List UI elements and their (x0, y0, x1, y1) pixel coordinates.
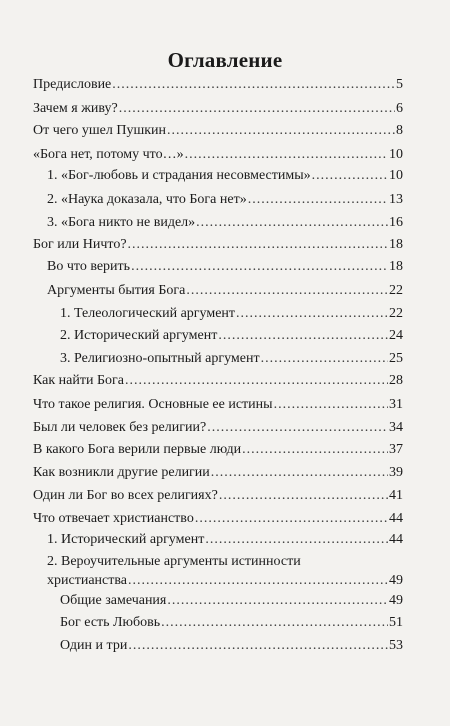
toc-entry-label: Что отвечает христианство (33, 511, 194, 526)
toc-entry (33, 511, 403, 527)
toc-dot-leader (274, 397, 388, 413)
toc-entry (47, 532, 403, 548)
toc-entry-label: 3. «Бога никто не видел» (47, 215, 196, 230)
toc-entry-page: 44 (389, 532, 403, 547)
toc-dot-leader (207, 420, 388, 436)
toc-dot-leader (236, 306, 388, 322)
toc-entry-page: 24 (389, 328, 403, 343)
toc-entry-page: 28 (389, 373, 403, 388)
toc-entry-page: 22 (389, 283, 403, 298)
toc-entry (33, 465, 403, 481)
toc-entry-page: 18 (389, 259, 403, 274)
toc-entry (47, 259, 403, 275)
toc-entry-page: 49 (389, 573, 403, 588)
toc-dot-leader (196, 215, 388, 231)
toc-entry-label: Общие замечания (60, 593, 167, 608)
toc-entry (60, 306, 403, 322)
toc-entry (60, 638, 403, 654)
toc-entry (60, 328, 403, 344)
toc-dot-leader (167, 123, 395, 139)
toc-entry (47, 168, 403, 184)
toc-entry-label: 3. Религиозно-опытный аргумент (60, 351, 260, 366)
toc-entry (33, 237, 403, 253)
toc-entry-label: Аргументы бытия Бога (47, 283, 186, 298)
toc-entry-label: От чего ушел Пушкин (33, 123, 167, 138)
toc-entry (33, 77, 403, 93)
toc-dot-leader (128, 573, 388, 589)
toc-entry-page: 16 (389, 215, 403, 230)
toc-dot-leader (186, 283, 388, 299)
toc-dot-leader (219, 488, 388, 504)
toc-entry (60, 615, 403, 631)
toc-entry-page: 41 (389, 488, 403, 503)
toc-entry (33, 420, 403, 436)
toc-entry (60, 351, 403, 367)
toc-dot-leader (112, 77, 395, 93)
toc-entry-page: 10 (389, 168, 403, 183)
toc-dot-leader (128, 638, 388, 654)
toc-dot-leader (161, 615, 388, 631)
toc-entry-label: Предисловие (33, 77, 112, 92)
toc-entry-page: 39 (389, 465, 403, 480)
toc-entry (60, 593, 403, 609)
toc-entry (47, 215, 403, 231)
toc-entry-page: 51 (389, 615, 403, 630)
toc-entry-label: 2. «Наука доказала, что Бога нет» (47, 192, 247, 207)
toc-entry-page: 6 (396, 101, 403, 116)
toc-entry-page: 22 (389, 306, 403, 321)
toc-entry-page: 44 (389, 511, 403, 526)
toc-dot-leader (195, 511, 388, 527)
toc-dot-leader (211, 465, 388, 481)
toc-entry-label: Зачем я живу? (33, 101, 118, 116)
toc-title: Оглавление (167, 48, 283, 72)
toc-entry-page: 34 (389, 420, 403, 435)
toc-entry (47, 573, 403, 589)
toc-entry-label: Один и три (60, 638, 128, 653)
toc-dot-leader (128, 237, 388, 253)
toc-entry (33, 442, 403, 458)
toc-entry (33, 373, 403, 389)
toc-entry-multiline (47, 554, 403, 589)
toc-dot-leader (205, 532, 388, 548)
toc-entry-label: Бог или Ничто? (33, 237, 127, 252)
toc-entry-page: 49 (389, 593, 403, 608)
toc-entry (33, 488, 403, 504)
toc-entry-page: 5 (396, 77, 403, 92)
toc-entry (33, 147, 403, 163)
toc-entry-page: 53 (389, 638, 403, 653)
toc-dot-leader (167, 593, 388, 609)
toc-entry (47, 283, 403, 299)
toc-dot-leader (248, 192, 388, 208)
toc-entry-label: 2. Исторический аргумент (60, 328, 218, 343)
toc-entry-label: «Бога нет, потому что…» (33, 147, 184, 162)
toc-entry-page: 37 (389, 442, 403, 457)
toc-entry-label: 1. «Бог-любовь и страдания несовместимы» (47, 168, 311, 183)
toc-dot-leader (185, 147, 388, 163)
toc-entry (33, 123, 403, 139)
toc-entry-label-line1: 2. Вероучительные аргументы истинности (47, 554, 301, 569)
toc-entry-page: 18 (389, 237, 403, 252)
toc-dot-leader (242, 442, 388, 458)
toc-entry-page: 8 (396, 123, 403, 138)
toc-entry (47, 192, 403, 208)
toc-entry-label: В какого Бога верили первые люди (33, 442, 242, 457)
toc-entry-label: Что такое религия. Основные ее истины (33, 397, 273, 412)
toc-entry-label: Во что верить (47, 259, 131, 274)
toc-entry-label-line2: христианства (47, 573, 127, 588)
toc-entry-page: 25 (389, 351, 403, 366)
toc-entry-label: 1. Исторический аргумент (47, 532, 205, 547)
toc-dot-leader (312, 168, 388, 184)
toc-dot-leader (125, 373, 388, 389)
toc-entry-label: Бог есть Любовь (60, 615, 161, 630)
toc-dot-leader (261, 351, 388, 367)
toc-dot-leader (131, 259, 388, 275)
toc-entry-page: 10 (389, 147, 403, 162)
toc-dot-leader (119, 101, 395, 117)
toc-dot-leader (218, 328, 388, 344)
toc-entry-label: Как найти Бога (33, 373, 124, 388)
toc-entry (33, 397, 403, 413)
toc-entry (33, 101, 403, 117)
toc-entry-label: 1. Телеологический аргумент (60, 306, 236, 321)
toc-entry-page: 31 (389, 397, 403, 412)
toc-entry-label: Был ли человек без религии? (33, 420, 207, 435)
toc-entry-label: Один ли Бог во всех религиях? (33, 488, 218, 503)
toc-entry-label: Как возникли другие религии (33, 465, 210, 480)
toc-entry-page: 13 (389, 192, 403, 207)
